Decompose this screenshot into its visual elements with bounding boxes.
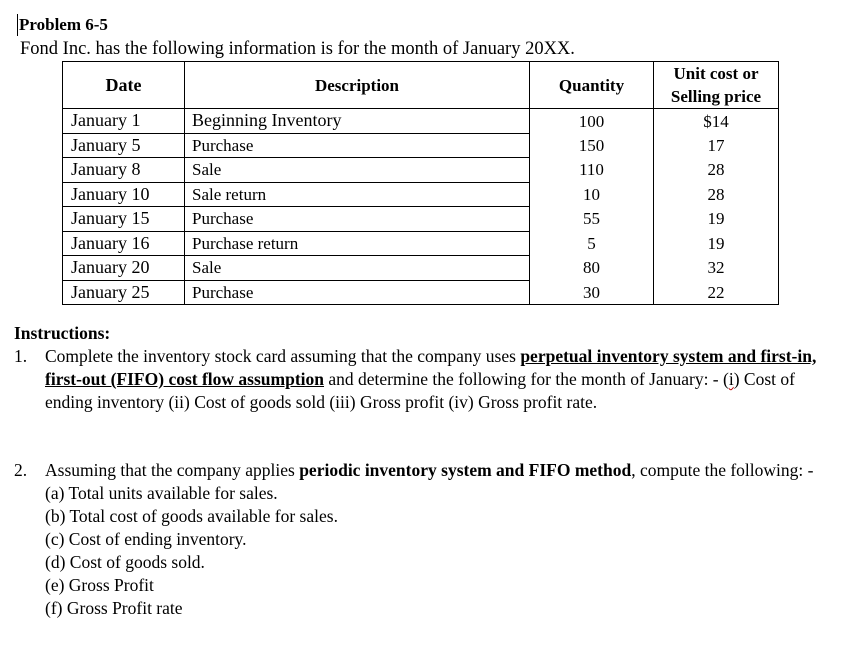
sub-list-item: (e) Gross Profit	[45, 575, 154, 595]
table-row	[63, 280, 779, 305]
row-date: January 15	[63, 207, 185, 232]
row-price: 17	[654, 133, 779, 158]
instruction-text	[45, 345, 820, 414]
row-quantity: 110	[530, 158, 654, 183]
row-price: 28	[654, 182, 779, 207]
instruction-text-b: and determine the following for the month of January: - (	[324, 369, 729, 389]
table-row	[63, 207, 779, 232]
row-date: January 10	[63, 182, 185, 207]
problem-intro: Fond Inc. has the following information is for the month of January 20XX.	[20, 39, 575, 59]
row-date: January 5	[63, 133, 185, 158]
header-price-line2: Selling price	[670, 87, 762, 106]
instruction-emphasis: periodic inventory system and FIFO method	[299, 460, 632, 480]
instruction-text-a: Assuming that the company applies	[45, 460, 300, 480]
row-date: January 25	[63, 280, 185, 305]
table-row	[63, 133, 779, 158]
table-header-row	[63, 62, 779, 109]
instruction-number: 1.	[14, 346, 28, 366]
row-quantity: 10	[530, 182, 654, 207]
row-description: Purchase	[185, 207, 530, 232]
sub-list	[45, 482, 820, 620]
row-price: 22	[654, 280, 779, 305]
table-row	[63, 231, 779, 256]
row-date: January 1	[63, 109, 185, 134]
row-quantity: 150	[530, 133, 654, 158]
header-date: Date	[63, 62, 185, 109]
problem-title: Problem 6-5	[19, 15, 108, 34]
header-quantity: Quantity	[530, 62, 654, 109]
row-quantity: 30	[530, 280, 654, 305]
row-date: January 20	[63, 256, 185, 281]
row-price: 28	[654, 158, 779, 183]
row-price: $14	[654, 109, 779, 134]
row-description: Purchase	[185, 133, 530, 158]
row-date: January 8	[63, 158, 185, 183]
row-description: Sale	[185, 256, 530, 281]
row-description: Purchase	[185, 280, 530, 305]
instruction-roman-i: i	[728, 369, 734, 389]
row-description: Sale	[185, 158, 530, 183]
instructions-title: Instructions:	[14, 323, 111, 343]
header-price-line1: Unit cost or	[673, 64, 759, 83]
table-row	[63, 182, 779, 207]
sub-list-item: (f) Gross Profit rate	[45, 598, 183, 618]
table-row	[63, 158, 779, 183]
row-price: 32	[654, 256, 779, 281]
row-quantity: 55	[530, 207, 654, 232]
row-price: 19	[654, 207, 779, 232]
header-description: Description	[185, 62, 530, 109]
table-row	[63, 256, 779, 281]
row-quantity: 100	[530, 109, 654, 134]
row-description: Beginning Inventory	[185, 109, 530, 134]
instruction-lead	[45, 459, 820, 482]
row-quantity: 80	[530, 256, 654, 281]
row-price: 19	[654, 231, 779, 256]
sub-list-item: (c) Cost of ending inventory.	[45, 529, 247, 549]
instruction-number: 2.	[14, 460, 28, 480]
instruction-text-a: Complete the inventory stock card assuming that the company uses	[45, 346, 521, 366]
header-price	[654, 62, 779, 109]
row-quantity: 5	[530, 231, 654, 256]
row-description: Purchase return	[185, 231, 530, 256]
row-description: Sale return	[185, 182, 530, 207]
sub-list-item: (a) Total units available for sales.	[45, 483, 278, 503]
instruction-text-b: , compute the following: -	[631, 460, 814, 480]
row-date: January 16	[63, 231, 185, 256]
instruction-emphasis: perpetual inventory system and first-in, first-out (FIFO) cost flow assumption	[45, 346, 817, 389]
sub-list-item: (b) Total cost of goods available for sales.	[45, 506, 338, 526]
table-row	[63, 109, 779, 134]
sub-list-item: (d) Cost of goods sold.	[45, 552, 205, 572]
instruction-text-c: ) Cost of ending inventory (ii) Cost of goods sold (iii) Gross profit (iv) Gross profit rate.	[45, 369, 795, 412]
instruction-text	[45, 459, 820, 620]
inventory-table	[62, 61, 779, 305]
